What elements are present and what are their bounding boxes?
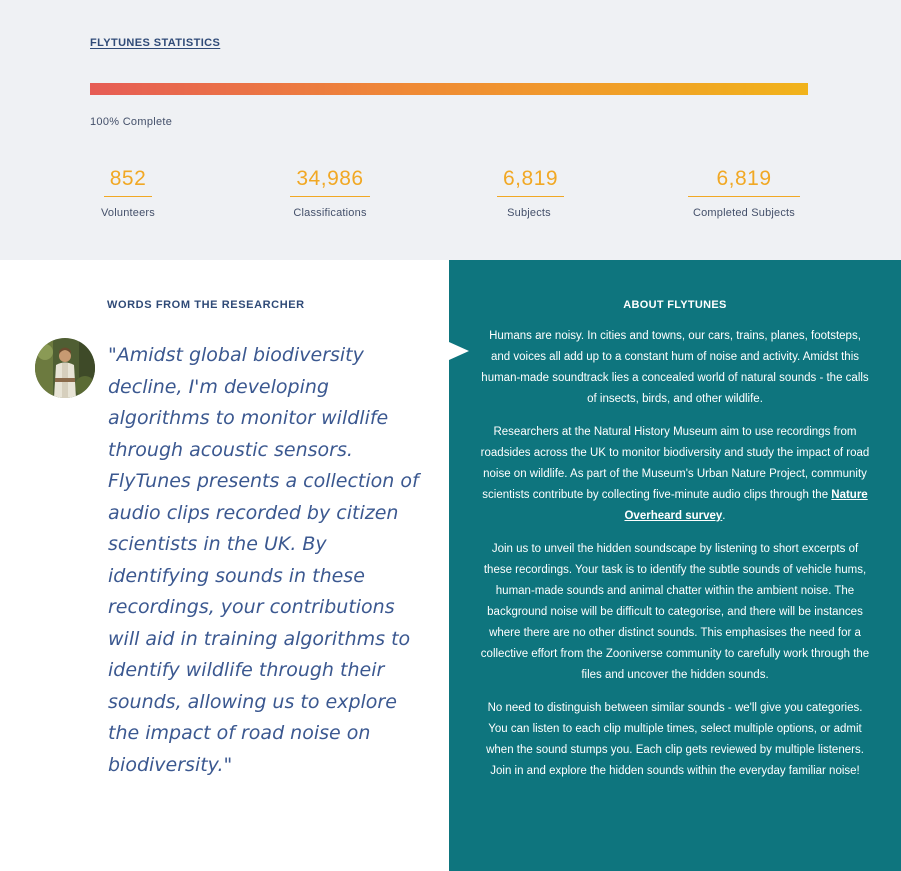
about-text: . — [722, 510, 726, 522]
stat-value: 852 — [104, 166, 153, 197]
stat-volunteers — [96, 166, 160, 219]
about-section — [449, 260, 901, 871]
statistics-title-link[interactable]: FLYTUNES STATISTICS — [90, 37, 221, 49]
speech-pointer — [449, 342, 469, 360]
statistics-section — [0, 0, 901, 260]
researcher-quote: "Amidst global biodiversity decline, I'm developing algorithms to monitor wildlife through acoustic sensors. FlyTunes presents a collection of audio clips recorded by citizen scientists in the UK. By identifying sounds in these recordings, your contributions will aid in training algorithms to identify wildlife through their sounds, allowing us to explore the impact of road noise on biodiversity." — [108, 344, 419, 776]
about-text: Researchers at the Natural History Museum aim to use recordings from roadsides across the UK to monitor biodiversity and study the impact of road noise on wildlife. As part of the Museum's Urban Nature Project, community scientists contribute by collecting five-minute audio clips through the — [480, 426, 870, 501]
researcher-avatar — [35, 338, 95, 398]
stat-classifications — [284, 166, 376, 219]
progress-bar — [90, 83, 808, 95]
nature-overheard-survey-link[interactable]: Nature Overheard survey — [624, 489, 868, 522]
progress-bar-fill — [90, 83, 808, 95]
stat-value: 6,819 — [497, 166, 564, 197]
stat-label: Subjects — [507, 207, 551, 219]
about-paragraph: Humans are noisy. In cities and towns, our cars, trains, planes, footsteps, and voices all add up to a constant hum of noise and activity. Amidst this human-made soundtrack lies a concealed world of natural sounds - the calls of insects, birds, and other wildlife. — [481, 330, 869, 405]
about-body — [479, 326, 871, 794]
stat-value: 34,986 — [290, 166, 369, 197]
progress-label: 100% Complete — [90, 116, 173, 128]
researcher-section — [0, 260, 449, 871]
researcher-photo-icon — [35, 338, 95, 398]
about-paragraph — [479, 422, 871, 527]
stat-label: Volunteers — [101, 207, 155, 219]
stat-subjects — [497, 166, 561, 219]
about-paragraph: Join us to unveil the hidden soundscape by listening to short excerpts of these recordings. Your task is to identify the subtle sounds of vehicle hums, human-made sounds and animal chatter within the ambient noise. The background noise will be difficult to categorise, and there will be instances where there are no other distinct sounds. This emphasises the need for a collective effort from the Zooniverse community to carefully work through the files and uncover the hidden sounds. — [480, 543, 870, 681]
stat-completed-subjects — [684, 166, 804, 219]
stat-value: 6,819 — [688, 166, 799, 197]
researcher-heading: WORDS FROM THE RESEARCHER — [107, 299, 305, 311]
stat-label: Completed Subjects — [692, 207, 796, 219]
stat-label: Classifications — [293, 207, 367, 219]
about-heading: ABOUT FLYTUNES — [623, 299, 727, 311]
about-paragraph: No need to distinguish between similar sounds - we'll give you categories. You can listen to each clip multiple times, select multiple options, or admit when the sound stumps you. Each clip gets reviewed by multiple listeners. Join in and explore the hidden sounds within the everyday familiar noise! — [486, 702, 864, 777]
